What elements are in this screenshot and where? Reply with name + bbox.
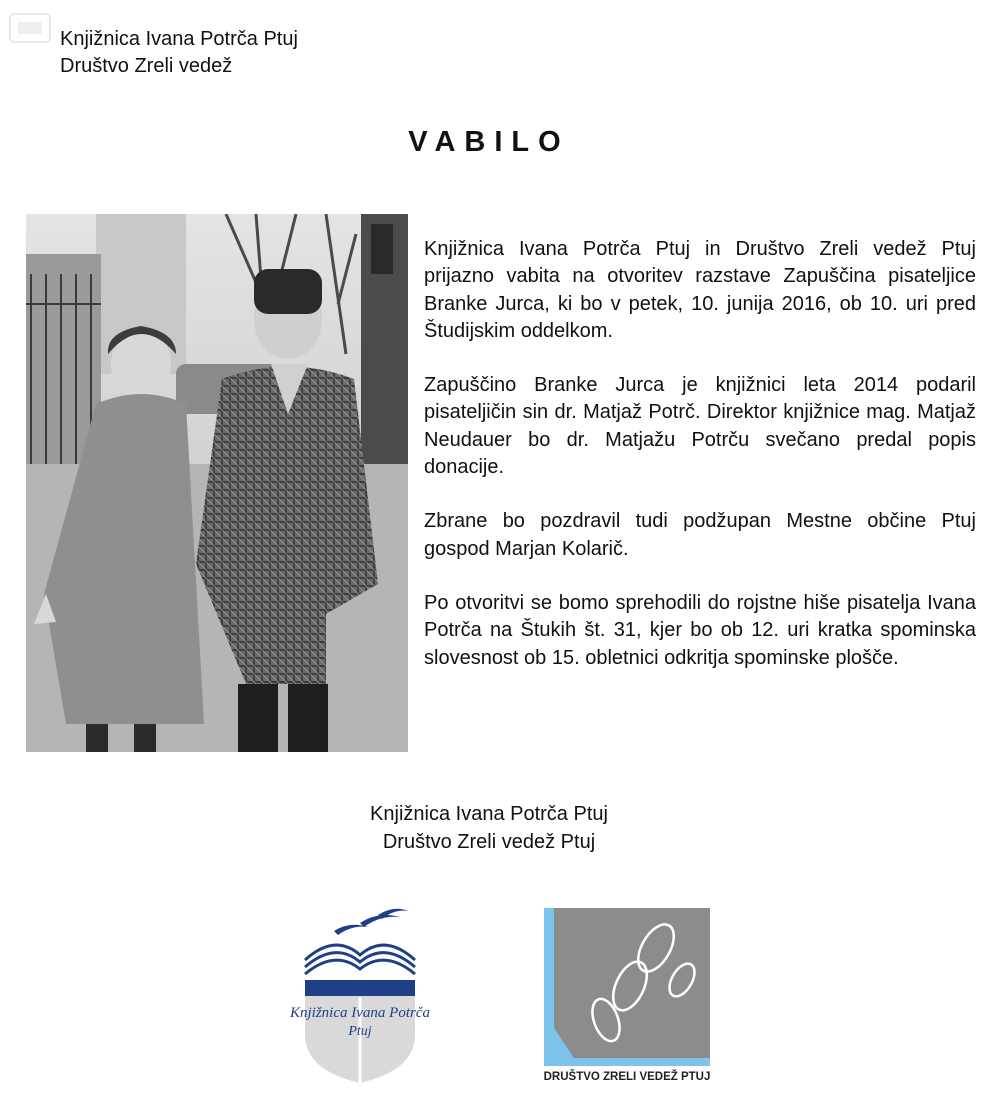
society-logo — [544, 908, 710, 1088]
header-society-name: Društvo Zreli vedež — [60, 55, 233, 77]
footer-library-name: Knjižnica Ivana Potrča Ptuj — [370, 803, 608, 825]
library-logo-text-line2: Ptuj — [348, 1024, 372, 1039]
document-header — [60, 26, 298, 80]
watermark-icon — [8, 10, 56, 46]
portrait-photo — [26, 214, 408, 752]
society-logo-text: DRUŠTVO ZRELI VEDEŽ PTUJ — [544, 1071, 710, 1083]
header-library-name: Knjižnica Ivana Potrča Ptuj — [60, 28, 298, 50]
footer-society-name: Društvo Zreli vedež Ptuj — [382, 831, 596, 853]
document-footer — [0, 800, 978, 856]
library-logo-text-line1: Knjižnica Ivana Potrča — [290, 1005, 430, 1021]
library-logo — [260, 905, 460, 1085]
invitation-body — [424, 236, 976, 699]
paragraph-walk: Po otvoritvi se bomo sprehodili do rojstne hiše pisatelja Ivana Potrča na Štukih št. 31, kjer bo ob 12. uri kratka spominska slovesnost ob 15. obletnici odkritja spominske plošče. — [424, 591, 976, 669]
page-title: VABILO — [408, 126, 570, 158]
paragraph-invitation: Knjižnica Ivana Potrča Ptuj in Društvo Zreli vedež Ptuj prijazno vabita na otvoritev razstave Zapuščina pisateljice Branke Jurca, ki bo v petek, 10. junija 2016, ob 10. uri pred Študijskim oddelkom. — [424, 238, 976, 342]
paragraph-donation: Zapuščino Branke Jurca je knjižnici leta 2014 podaril pisateljičin sin dr. Matjaž Potrč. Direktor knjižnice mag. Matjaž Neudauer bo dr. Matjažu Potrču svečano predal popis donacije. — [424, 374, 976, 479]
paragraph-greeting: Zbrane bo pozdravil tudi podžupan Mestne občine Ptuj gospod Marjan Kolarič. — [424, 510, 976, 560]
